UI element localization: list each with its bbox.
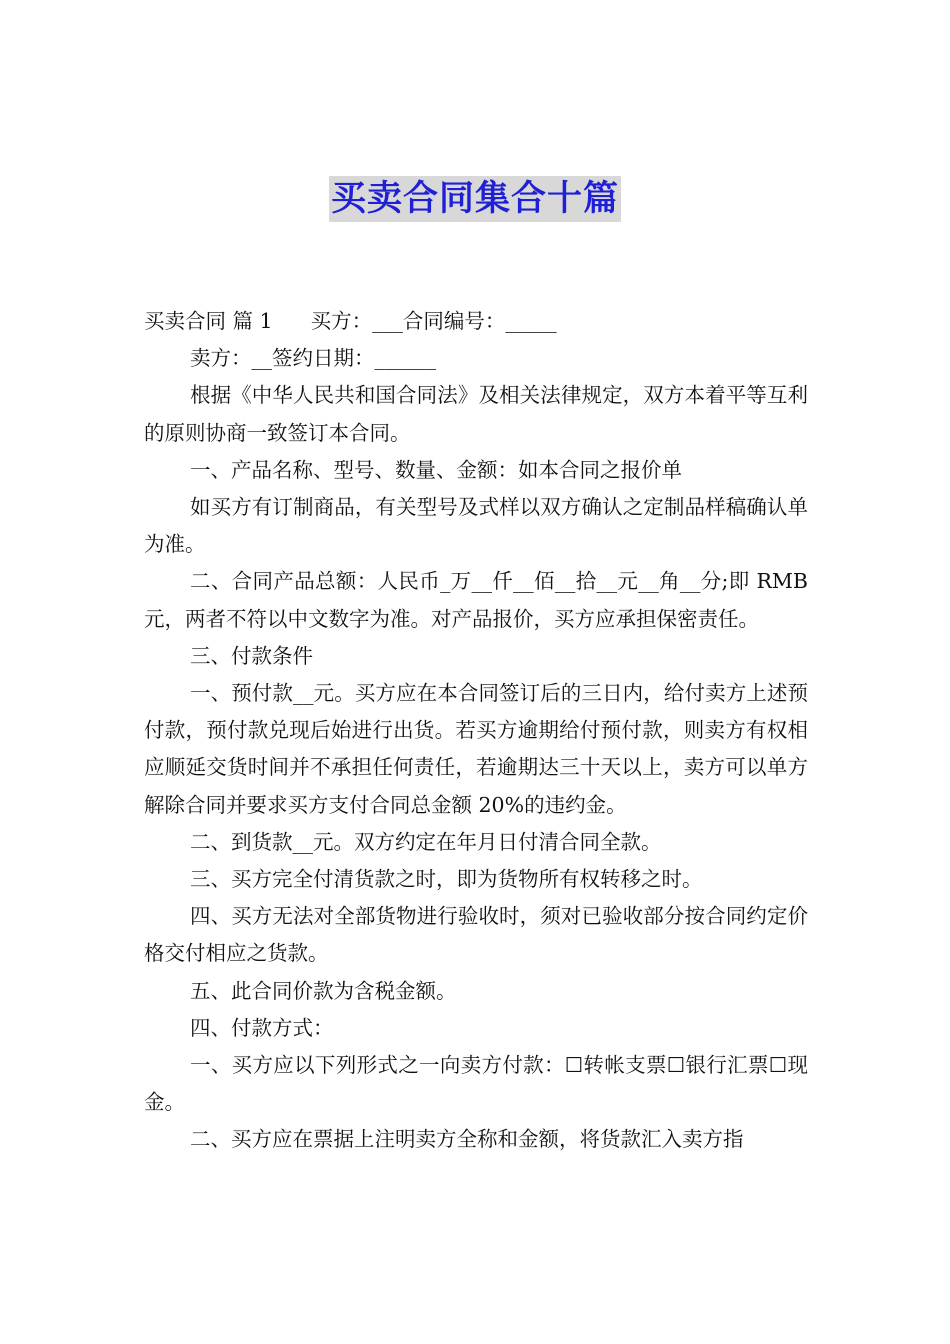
paragraph: 四、买方无法对全部货物进行验收时，须对已验收部分按合同约定价格交付相应之货款。 — [144, 904, 808, 966]
buyer-field: 买方：___合同编号：_____ — [310, 309, 557, 333]
paragraph: 二、买方应在票据上注明卖方全称和金额，将货款汇入卖方指 — [190, 1127, 744, 1152]
paragraph: 三、付款条件 — [190, 643, 313, 668]
paragraph: 卖方：__签约日期：______ — [190, 346, 436, 371]
paragraph: 二、合同产品总额：人民币_万__仟__佰__拾__元__角__分;即 RMB 元，两者不符以中文数字为准。对产品报价，买方应承担保密责任。 — [144, 569, 808, 631]
first-line — [144, 303, 808, 340]
document-body — [144, 303, 808, 1159]
paragraph: 根据《中华人民共和国合同法》及相关法律规定，双方本着平等互利的原则协商一致签订本合同。 — [144, 383, 808, 445]
paragraph: 一、买方应以下列形式之一向卖方付款：☐转帐支票☐银行汇票☐现金。 — [144, 1053, 808, 1115]
paragraph: 三、买方完全付清货款之时，即为货物所有权转移之时。 — [190, 867, 703, 892]
document-title: 买卖合同集合十篇 — [329, 176, 621, 222]
paragraph: 二、到货款__元。双方约定在年月日付清合同全款。 — [190, 829, 662, 854]
paragraph: 如买方有订制商品，有关型号及式样以双方确认之定制品样稿确认单为准。 — [144, 495, 808, 557]
title-container — [0, 176, 950, 222]
paragraph: 四、付款方式： — [190, 1015, 334, 1040]
section-label: 买卖合同 篇 1 — [144, 309, 273, 333]
paragraph: 五、此合同价款为含税金额。 — [190, 978, 457, 1003]
paragraph: 一、产品名称、型号、数量、金额：如本合同之报价单 — [190, 457, 682, 482]
paragraph: 一、预付款__元。买方应在本合同签订后的三日内，给付卖方上述预付款，预付款兑现后始进行出货。若买方逾期给付预付款，则卖方有权相应顺延交货时间并不承担任何责任，若逾期达三十天以上，卖方可以单方解除合同并要求买方支付合同总金额 20%的违约金。 — [144, 681, 808, 817]
